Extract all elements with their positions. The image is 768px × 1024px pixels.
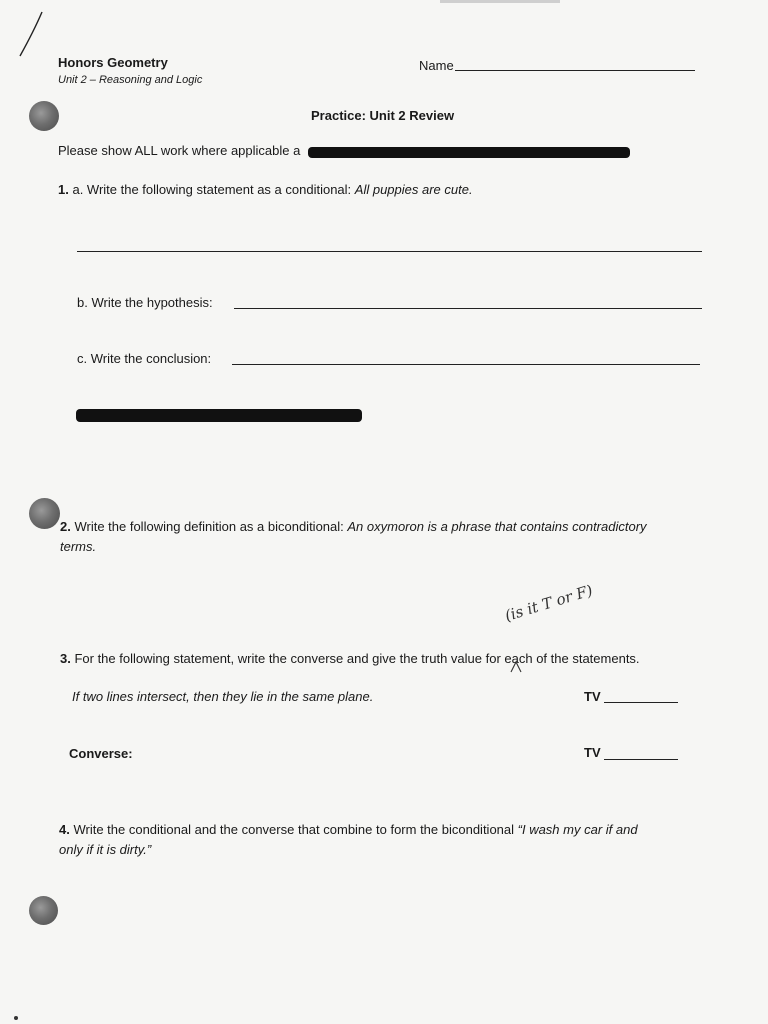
hole-punch (29, 498, 60, 529)
tv-answer-line-2[interactable] (604, 759, 678, 760)
redaction-bar (76, 409, 362, 422)
name-field-line[interactable] (455, 70, 695, 71)
question-4-quote-cont: only if it is dirty.” (59, 842, 152, 857)
answer-line-1c[interactable] (232, 364, 700, 365)
handwritten-note: (is it T or F) (502, 581, 595, 625)
hole-punch (29, 896, 58, 925)
question-2-prompt: Write the following definition as a biconditional: (70, 519, 348, 534)
question-1-a-prompt: a. Write the following statement as a conditional: (72, 182, 355, 197)
question-4-prompt: Write the conditional and the converse that combine to form the biconditional (69, 822, 518, 837)
unit-subtitle: Unit 2 – Reasoning and Logic (58, 74, 203, 86)
redaction-bar (308, 147, 630, 158)
question-2 (60, 519, 647, 534)
question-1-c: c. Write the conclusion: (77, 351, 212, 366)
question-3-statement: If two lines intersect, then they lie in the same plane. (72, 689, 374, 704)
question-1-a (58, 182, 473, 197)
course-title: Honors Geometry (58, 55, 168, 70)
question-4 (59, 822, 638, 837)
answer-line-1a[interactable] (77, 251, 702, 252)
tv-answer-line[interactable] (604, 702, 678, 703)
page-title: Practice: Unit 2 Review (311, 108, 455, 123)
question-3-prompt: For the following statement, write the converse and give the truth value for each of the statements. (70, 651, 640, 666)
answer-line-1b[interactable] (234, 308, 702, 309)
tv-label: TV (584, 689, 601, 704)
tv-label-2: TV (584, 745, 601, 760)
question-4-number: 4. (59, 822, 70, 837)
question-2-definition-cont: terms. (60, 539, 97, 554)
hole-punch (29, 101, 59, 131)
scan-artifact (440, 0, 560, 3)
question-1-b: b. Write the hypothesis: (77, 295, 213, 310)
question-1-a-statement: All puppies are cute. (354, 182, 473, 197)
name-label: Name (419, 58, 454, 73)
question-1-number: 1. (58, 182, 69, 197)
pen-mark (10, 8, 50, 60)
question-3-number: 3. (60, 651, 71, 666)
converse-label: Converse: (69, 746, 133, 761)
instructions-text: Please show ALL work where applicable a (58, 143, 301, 158)
question-2-definition: An oxymoron is a phrase that contains contradictory (347, 519, 647, 534)
scan-dot (14, 1016, 18, 1020)
question-2-number: 2. (60, 519, 71, 534)
question-4-quote: “I wash my car if and (517, 822, 638, 837)
question-3 (60, 651, 640, 666)
